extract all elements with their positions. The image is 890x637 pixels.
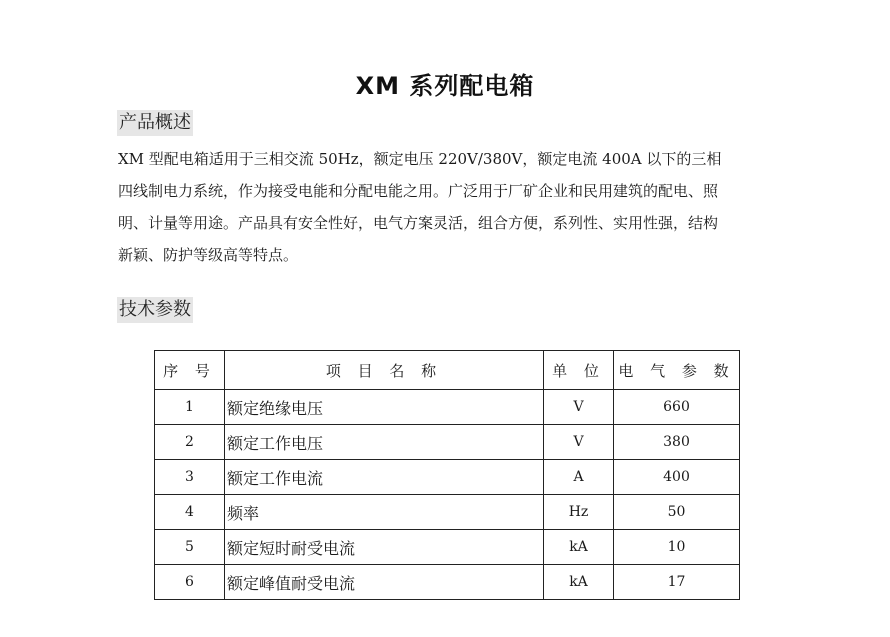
row-value: 660 bbox=[614, 390, 740, 425]
row-item-name: 额定工作电压 bbox=[225, 425, 544, 460]
overview-line: 四线制电力系统，作为接受电能和分配电能之用。广泛用于厂矿企业和民用建筑的配电、照 bbox=[118, 182, 719, 200]
table-row bbox=[155, 460, 740, 495]
table-row bbox=[155, 425, 740, 460]
row-unit: V bbox=[544, 390, 614, 425]
row-number: 4 bbox=[155, 495, 225, 530]
row-number: 1 bbox=[155, 390, 225, 425]
overview-line: 明、计量等用途。产品具有安全性好，电气方案灵活，组合方便，系列性、实用性强，结构 bbox=[118, 214, 719, 232]
row-item-name: 额定短时耐受电流 bbox=[225, 530, 544, 565]
row-item-name: 频率 bbox=[225, 495, 544, 530]
column-header-no: 序 号 bbox=[155, 351, 225, 390]
row-unit: A bbox=[544, 460, 614, 495]
table-row bbox=[155, 390, 740, 425]
row-value: 380 bbox=[614, 425, 740, 460]
section-heading-overview: 产品概述 bbox=[117, 110, 193, 136]
row-item-name: 额定工作电流 bbox=[225, 460, 544, 495]
row-unit: Hz bbox=[544, 495, 614, 530]
overview-line: 新颖、防护等级高等特点。 bbox=[118, 246, 299, 264]
table-header-row bbox=[155, 351, 740, 390]
row-number: 2 bbox=[155, 425, 225, 460]
row-number: 3 bbox=[155, 460, 225, 495]
row-unit: kA bbox=[544, 565, 614, 600]
column-header-name: 项 目 名 称 bbox=[225, 351, 544, 390]
page-title: XM 系列配电箱 bbox=[355, 72, 535, 100]
table-row bbox=[155, 495, 740, 530]
row-item-name: 额定绝缘电压 bbox=[225, 390, 544, 425]
row-item-name: 额定峰值耐受电流 bbox=[225, 565, 544, 600]
row-unit: kA bbox=[544, 530, 614, 565]
column-header-unit: 单 位 bbox=[544, 351, 614, 390]
column-header-value: 电 气 参 数 bbox=[614, 351, 740, 390]
table-row bbox=[155, 530, 740, 565]
section-heading-specs: 技术参数 bbox=[117, 297, 193, 323]
row-unit: V bbox=[544, 425, 614, 460]
table-row bbox=[155, 565, 740, 600]
row-value: 10 bbox=[614, 530, 740, 565]
overview-line: XM 型配电箱适用于三相交流 50Hz，额定电压 220V/380V，额定电流 400A 以下的三相 bbox=[118, 150, 722, 168]
row-number: 6 bbox=[155, 565, 225, 600]
row-number: 5 bbox=[155, 530, 225, 565]
row-value: 50 bbox=[614, 495, 740, 530]
row-value: 400 bbox=[614, 460, 740, 495]
spec-table bbox=[154, 350, 740, 600]
overview-paragraph bbox=[118, 143, 782, 271]
row-value: 17 bbox=[614, 565, 740, 600]
